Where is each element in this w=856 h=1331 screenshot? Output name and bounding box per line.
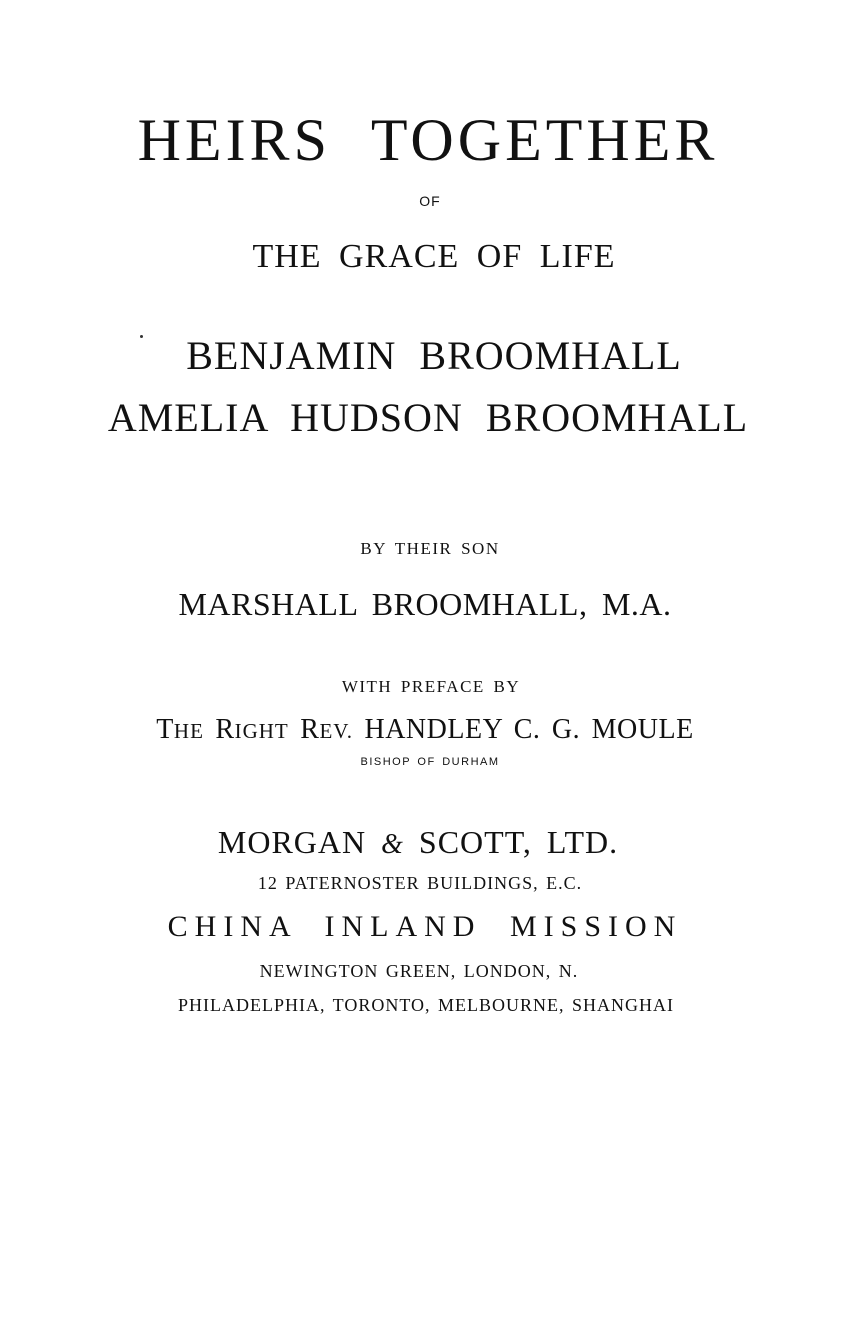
title-connector: OF — [419, 193, 441, 209]
mission-address: NEWINGTON GREEN, LONDON, N. — [259, 961, 579, 981]
preface-intro: WITH PREFACE BY — [341, 677, 521, 696]
byline-intro: BY THEIR SON — [360, 539, 500, 558]
subject-name-2: AMELIA HUDSON BROOMHALL — [107, 395, 749, 440]
preface-title-prefix: THE RIGHT REV. — [156, 714, 353, 745]
publisher-address: 12 PATERNOSTER BUILDINGS, E.C. — [257, 873, 583, 893]
mission-name: CHINA INLAND MISSION — [167, 910, 683, 943]
author-name: MARSHALL BROOMHALL, M.A. — [178, 586, 672, 622]
preface-author — [0, 716, 853, 744]
preface-author-name: HANDLEY C. G. MOULE — [364, 714, 694, 745]
publisher-name: MORGAN & SCOTT, LTD. — [217, 824, 619, 860]
book-subtitle: THE GRACE OF LIFE — [252, 238, 616, 275]
preface-author-position: BISHOP OF DURHAM — [360, 756, 500, 768]
publisher-cities: PHILADELPHIA, TORONTO, MELBOURNE, SHANGHAI — [177, 995, 674, 1015]
book-title: HEIRS TOGETHER — [137, 107, 719, 173]
subject-name-1: BENJAMIN BROOMHALL — [186, 333, 682, 378]
ampersand: & — [381, 829, 404, 860]
